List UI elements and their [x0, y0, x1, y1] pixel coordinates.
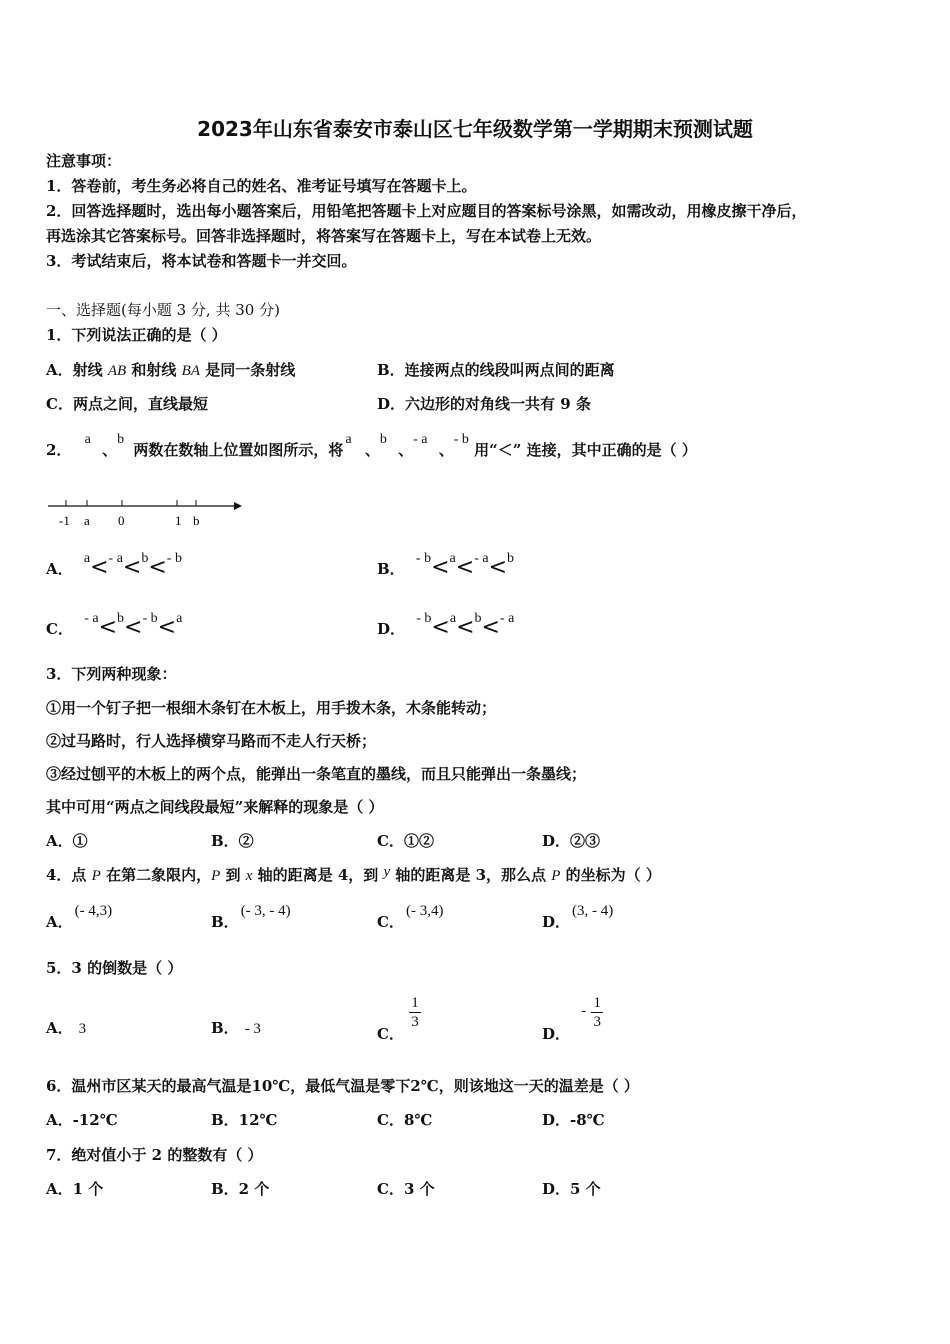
- tick-label: b: [193, 513, 200, 528]
- less-than: <: [98, 615, 118, 640]
- fraction-denominator: 3: [411, 1014, 419, 1030]
- q2-option-d[interactable]: [377, 611, 515, 641]
- less-than: <: [90, 555, 109, 580]
- notice-item: 2．回答选择题时，选出每小题答案后，用铅笔把答题卡上对应题目的答案标号涂黑，如需改动，用橡皮擦干净后，: [46, 202, 807, 220]
- option-label: D．: [377, 620, 406, 638]
- axis-arrow: [234, 502, 242, 510]
- math-y: y: [383, 864, 391, 880]
- separator: 、: [438, 441, 454, 459]
- minus-sign: -: [581, 1002, 587, 1019]
- option-label: A．: [46, 560, 73, 578]
- question-7-stem: 7．绝对值小于 2 的整数有（ ）: [46, 1146, 263, 1164]
- tick-label: 1: [175, 513, 182, 528]
- q6-option-c[interactable]: C．8℃: [377, 1111, 433, 1129]
- option-label: C．: [377, 913, 404, 931]
- var-neg-a: - a: [84, 611, 99, 626]
- var-a: a: [83, 551, 91, 566]
- var-neg-a: - a: [413, 432, 428, 447]
- question-1-stem: 1．下列说法正确的是（ ）: [46, 326, 227, 344]
- var-b: b: [379, 432, 387, 447]
- q2-text: 两数在数轴上位置如图所示，将: [133, 441, 344, 459]
- q3-phenomenon: ③经过刨平的木板上的两个点，能弹出一条笔直的墨线，而且只能弹出一条墨线；: [46, 765, 587, 783]
- math-ba: BA: [181, 363, 200, 379]
- fraction: [591, 994, 603, 1031]
- coordinate-value: (3, - 4): [572, 903, 614, 919]
- q2-number: 2．: [46, 441, 72, 459]
- coordinate-value: (- 4,3): [74, 903, 113, 919]
- var-neg-a: - a: [108, 551, 123, 566]
- question-3-stem: 3．下列两种现象：: [46, 665, 177, 683]
- var-neg-b: - b: [453, 432, 469, 447]
- separator: 、: [102, 441, 118, 459]
- option-label: A．: [46, 913, 73, 931]
- q4-text: 轴的距离是 3，那么点: [390, 866, 552, 884]
- option-label: B．: [211, 913, 239, 931]
- var-b: b: [474, 611, 482, 626]
- q1-option-b[interactable]: B．连接两点的线段叫两点间的距离: [377, 361, 615, 379]
- answer-value: 3: [78, 1021, 87, 1037]
- less-than: <: [455, 555, 475, 580]
- var-neg-b: - b: [142, 611, 158, 626]
- q5-option-d[interactable]: [542, 994, 603, 1043]
- less-than: <: [456, 615, 475, 640]
- q3-option-c[interactable]: C．①②: [377, 832, 434, 850]
- q7-option-a[interactable]: A．1 个: [46, 1180, 104, 1198]
- q4-option-a[interactable]: [46, 903, 113, 933]
- math-p: P: [551, 868, 561, 884]
- q6-option-d[interactable]: D．-8℃: [542, 1111, 605, 1129]
- section-heading: 一、选择题(每小题 3 分, 共 30 分): [46, 301, 280, 319]
- question-6-stem: 6．温州市区某天的最高气温是10℃，最低气温是零下2℃，则该地这一天的温差是（ ）: [46, 1077, 639, 1095]
- math-x: x: [245, 868, 253, 884]
- var-neg-a: - a: [474, 551, 489, 566]
- tick-label: 0: [118, 513, 125, 528]
- var-b: b: [117, 611, 125, 626]
- q1-a-text: 和射线: [126, 361, 182, 379]
- math-ab: AB: [107, 363, 127, 379]
- less-than: <: [431, 615, 450, 640]
- var-neg-b: - b: [166, 551, 182, 566]
- q1-option-a[interactable]: [46, 360, 295, 381]
- q3-option-a[interactable]: A．①: [46, 832, 88, 850]
- q4-text: 到: [220, 866, 246, 884]
- option-label: C．: [46, 620, 73, 638]
- separator: 、: [364, 441, 380, 459]
- var-neg-b: - b: [416, 611, 432, 626]
- var-a: a: [449, 551, 456, 566]
- notice-item: 1．答卷前，考生务必将自己的姓名、准考证号填写在答题卡上。: [46, 177, 477, 195]
- tick-label: a: [84, 513, 90, 528]
- question-5-stem: 5．3 的倒数是（ ）: [46, 959, 183, 977]
- fraction: [409, 994, 421, 1031]
- q3-question: 其中可用“两点之间线段最短”来解释的现象是（ ）: [46, 798, 384, 816]
- q4-text: 在第二象限内，: [100, 866, 212, 884]
- question-4-stem: [46, 865, 661, 886]
- less-than: <: [124, 615, 143, 640]
- q2-option-c[interactable]: [46, 611, 183, 641]
- less-than: <: [122, 555, 142, 580]
- option-label: D．: [542, 1024, 571, 1043]
- var-a: a: [176, 611, 183, 626]
- less-than: <: [488, 555, 508, 580]
- q2-option-b[interactable]: [377, 551, 515, 581]
- notice-heading: 注意事项：: [46, 152, 122, 170]
- fraction-numerator: 1: [411, 995, 419, 1011]
- q2-text: 用“＜” 连接，其中正确的是（ ）: [474, 441, 697, 459]
- var-neg-a: - a: [499, 611, 515, 626]
- var-b: b: [117, 432, 125, 447]
- q1-a-text: A．射线: [46, 361, 108, 379]
- less-than: <: [481, 615, 500, 640]
- q6-option-a[interactable]: A．-12℃: [46, 1111, 118, 1129]
- option-label: B．: [211, 1019, 239, 1037]
- less-than: <: [431, 555, 450, 580]
- q4-text: 4．点: [46, 866, 92, 884]
- separator: 、: [398, 441, 414, 459]
- q7-option-d[interactable]: D．5 个: [542, 1180, 601, 1198]
- var-a: a: [345, 432, 352, 447]
- q1-a-text: 是同一条射线: [199, 361, 296, 379]
- q3-phenomenon: ②过马路时，行人选择横穿马路而不走人行天桥；: [46, 732, 377, 750]
- q4-option-b[interactable]: [211, 903, 291, 933]
- q6-option-b[interactable]: B．12℃: [211, 1111, 278, 1129]
- q3-option-b[interactable]: B．②: [211, 832, 254, 850]
- number-line-figure: [44, 496, 254, 532]
- option-label: D．: [542, 913, 571, 931]
- answer-value: - 3: [244, 1021, 261, 1037]
- q4-option-c[interactable]: [377, 903, 444, 933]
- q7-option-c[interactable]: C．3 个: [377, 1180, 435, 1198]
- var-a: a: [84, 432, 91, 447]
- question-2-stem: [46, 432, 697, 462]
- q5-option-c[interactable]: [377, 994, 421, 1043]
- option-label: C．: [377, 1024, 404, 1043]
- page-title: 2023年山东省泰安市泰山区七年级数学第一学期期末预测试题: [197, 117, 753, 141]
- q5-option-a[interactable]: [46, 1018, 86, 1039]
- less-than: <: [157, 615, 177, 640]
- q4-text: 轴的距离是 4，到: [252, 866, 384, 884]
- q4-text: 的坐标为（ ）: [560, 866, 661, 884]
- q3-option-d[interactable]: D．②③: [542, 832, 601, 850]
- q2-option-a[interactable]: [46, 551, 182, 581]
- option-label: B．: [377, 560, 405, 578]
- coordinate-value: (- 3, - 4): [240, 903, 291, 919]
- q3-phenomenon: ①用一个钉子把一根细木条钉在木板上，用手拨木条，木条能转动；: [46, 699, 497, 717]
- coordinate-value: (- 3,4): [405, 903, 444, 919]
- math-p: P: [211, 868, 221, 884]
- math-p: P: [91, 868, 101, 884]
- notice-item: 再选涂其它答案标号。回答非选择题时，将答案写在答题卡上，写在本试卷上无效。: [46, 227, 602, 245]
- fraction-denominator: 3: [593, 1014, 601, 1030]
- q5-option-b[interactable]: [211, 1018, 261, 1039]
- option-label: A．: [46, 1019, 73, 1037]
- q1-option-c[interactable]: C．两点之间，直线最短: [46, 395, 208, 413]
- tick-label: -1: [59, 513, 70, 528]
- var-neg-b: - b: [415, 551, 432, 566]
- fraction-numerator: 1: [593, 995, 601, 1011]
- less-than: <: [148, 555, 167, 580]
- q1-option-d[interactable]: D．六边形的对角线一共有 9 条: [377, 395, 591, 413]
- q7-option-b[interactable]: B．2 个: [211, 1180, 270, 1198]
- var-b: b: [141, 551, 149, 566]
- var-a: a: [449, 611, 457, 626]
- notice-item: 3．考试结束后，将本试卷和答题卡一并交回。: [46, 252, 357, 270]
- var-b: b: [507, 551, 515, 566]
- q4-option-d[interactable]: [542, 903, 614, 933]
